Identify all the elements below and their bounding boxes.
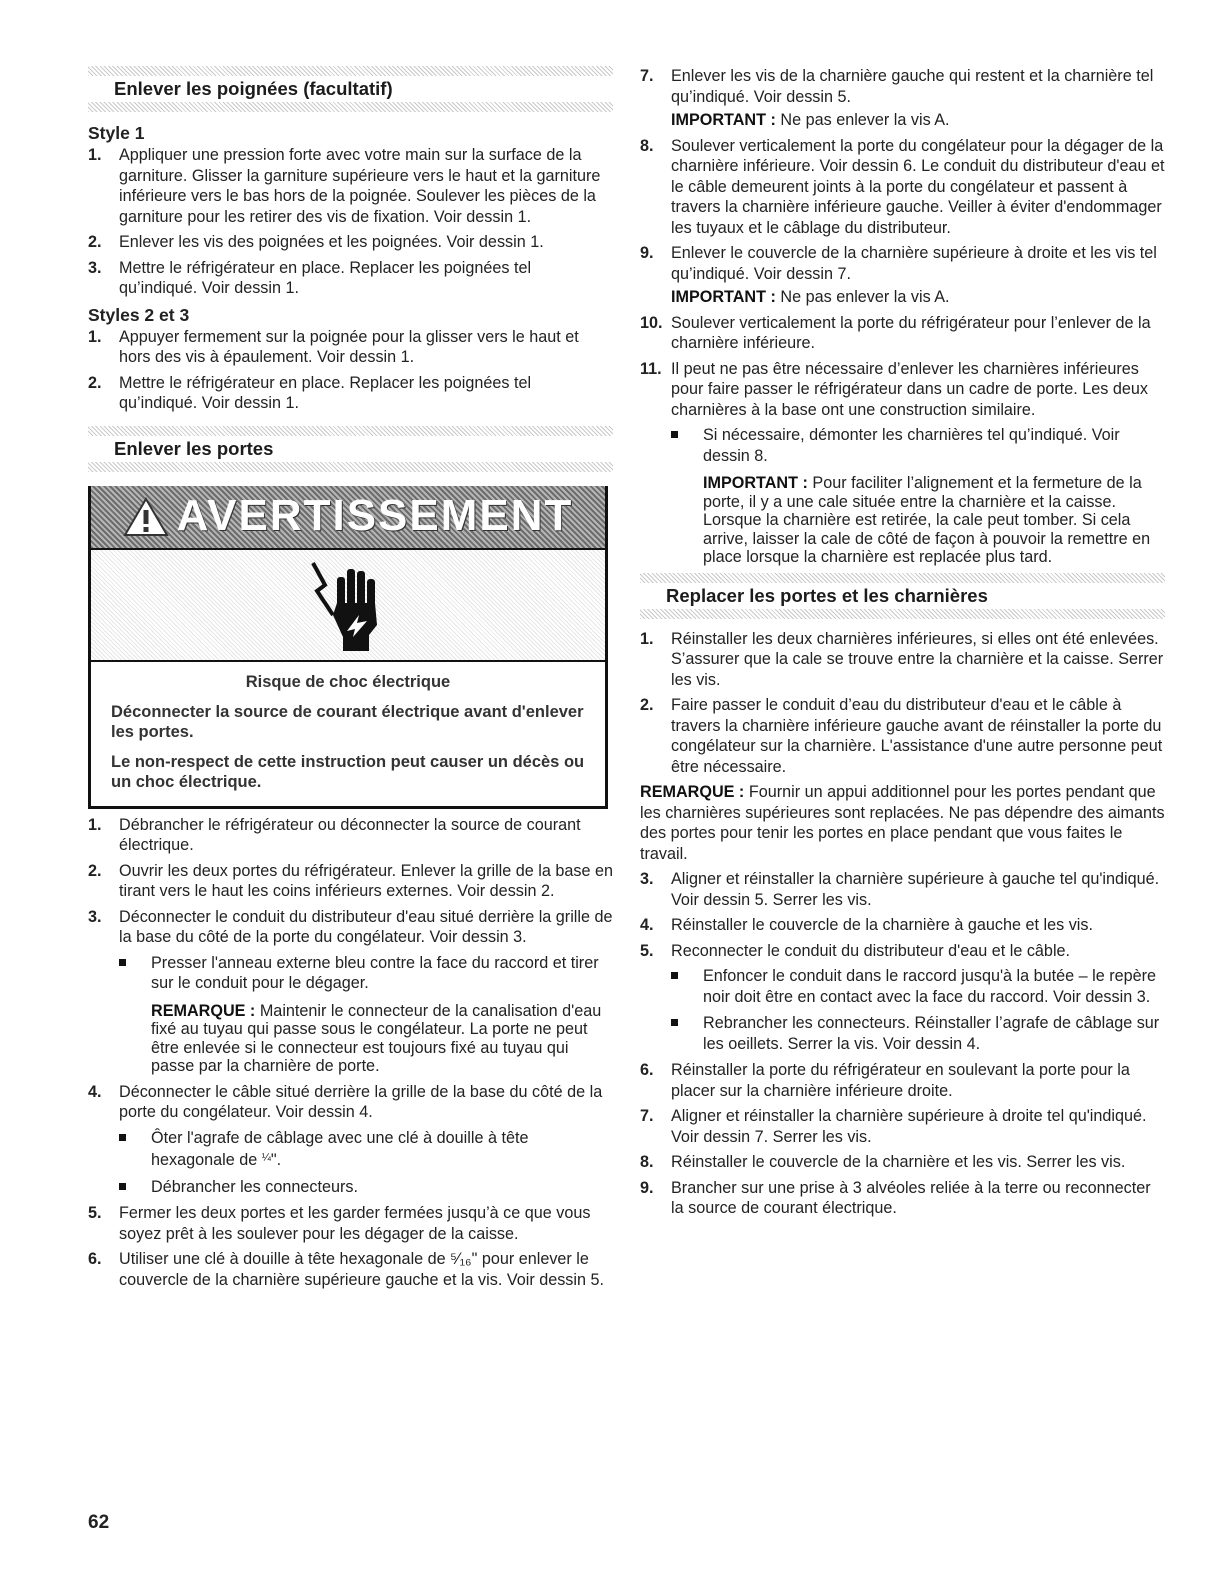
- replace-list: [640, 629, 1165, 778]
- style1-heading: Style 1: [88, 123, 145, 143]
- bullet-item: Rebrancher les connecteurs. Réinstaller l’agrafe de câblage sur les oeillets. Serrer la vis. Voir dessin 4.: [671, 1013, 1165, 1054]
- list-item: 2. Enlever les vis des poignées et les poignées. Voir dessin 1.: [88, 233, 544, 251]
- list-item: 7. Aligner et réinstaller la charnière supérieure à droite tel qu'indiqué. Voir dessin 7. Serrer les vis.: [640, 1107, 1147, 1146]
- warning-box: [88, 486, 608, 809]
- remark-paragraph: REMARQUE : Fournir un appui additionnel pour les portes pendant que les charnières supérieures sont replacées. Ne pas dépendre des aimants des portes pour tenir les portes en place pendant que vous faites le travail.: [640, 783, 1165, 863]
- bullet-square-icon: [671, 972, 678, 979]
- list-item: 1. Appliquer une pression forte avec votre main sur la surface de la garniture. Glisser la garniture supérieure vers le haut et la garniture inférieure vers le bas hors de la poignée. Soulever les pièces de la garniture pour les retirer des vis de fixation. Voir dessin 1.: [88, 146, 601, 226]
- styles23-heading: Styles 2 et 3: [88, 304, 190, 325]
- important-note: IMPORTANT : Ne pas enlever la vis A.: [671, 111, 950, 129]
- warning-instruction: Déconnecter la source de courant électrique avant d'enlever les portes.: [111, 702, 584, 741]
- list-item: 2. Ouvrir les deux portes du réfrigérateur. Enlever la grille de la base en tirant vers le haut les coins inférieurs externes. Voir dessin 2.: [88, 861, 613, 900]
- bullet-square-icon: [671, 431, 678, 438]
- section-title-doors: Enlever les portes: [114, 437, 274, 459]
- bullet-item: Débrancher les connecteurs.: [119, 1177, 613, 1198]
- warning-risk: Risque de choc électrique: [245, 672, 451, 691]
- list-item: 9. Enlever le couvercle de la charnière supérieure à droite et les vis tel qu’indiqué. Voir dessin 7. IMPORTANT : Ne pas enlever la vis A.: [640, 243, 1165, 308]
- styles23-list: [88, 327, 613, 414]
- important-note: IMPORTANT : Pour faciliter l’alignement et la fermeture de la porte, il y a une cale située entre la charnière et la caisse. Lorsque la charnière est retirée, la cale peut tomber. Si cela arrive, laisser la cale de côté de façon à pouvoir la remettre en place lorsque la charnière est replacée plus tard.: [703, 474, 1151, 566]
- style1-list: [88, 145, 613, 299]
- list-item: 5. Fermer les deux portes et les garder fermées jusqu’à ce que vous soyez prêt à les soulever pour les dégager de la caisse.: [88, 1204, 591, 1243]
- list-item: 3. Aligner et réinstaller la charnière supérieure à gauche tel qu'indiqué. Voir dessin 5. Serrer les vis.: [640, 870, 1160, 909]
- divider: [88, 102, 613, 112]
- divider: [640, 573, 1165, 583]
- warning-title: AVERTISSEMENT: [176, 491, 574, 541]
- important-note: IMPORTANT : Ne pas enlever la vis A.: [671, 288, 950, 306]
- list-item: 11. Il peut ne pas être nécessaire d’enlever les charnières inférieures pour faire passer le réfrigérateur dans un cadre de porte. Les deux charnières à la base ont une construction similaire. Si nécessaire, démonter les charnières tel qu’indiqué. Voir dessin 8. IMPORTANT : Pour faciliter l’alignement et la fermeture de la porte, il y a une cale située entre la charnière et la caisse. Lorsque la charnière est retirée, la cale peut tomber. Si cela arrive, laisser la cale de côté de façon à pouvoir la remettre en place lorsque la charnière est replacée plus tard.: [640, 359, 1165, 567]
- list-item: 6. Réinstaller la porte du réfrigérateur en soulevant la porte pour la placer sur la charnière inférieure droite.: [640, 1061, 1130, 1100]
- section-title-replace: Replacer les portes et les charnières: [666, 584, 988, 606]
- list-item: 10. Soulever verticalement la porte du réfrigérateur pour l’enlever de la charnière inférieure.: [640, 313, 1151, 352]
- list-item: 1. Réinstaller les deux charnières inférieures, si elles ont été enlevées. S’assurer que la cale se trouve entre la charnière et la caisse. Serrer les vis.: [640, 629, 1164, 689]
- right-column: [640, 66, 1165, 1224]
- list-item: 6. Utiliser une clé à douille à tête hexagonale de ⁵⁄₁₆" pour enlever le couvercle de la charnière supérieure gauche et la vis. Voir dessin 5.: [88, 1250, 604, 1289]
- list-item: 7. Enlever les vis de la charnière gauche qui restent et la charnière tel qu’indiqué. Voir dessin 5. IMPORTANT : Ne pas enlever la vis A.: [640, 66, 1165, 131]
- list-item: 4. Déconnecter le câble situé derrière la grille de la base du côté de la porte du congélateur. Voir dessin 4. Ôter l'agrafe de câblage avec une clé à douille à tête hexagonale de $^{\frac{1}{4}}$". Débrancher les connecteurs.: [88, 1082, 613, 1198]
- bullet-square-icon: [119, 1183, 126, 1190]
- divider: [640, 609, 1165, 619]
- bullet-item: Enfoncer le conduit dans le raccord jusqu'à la butée – le repère noir doit être en contact avec la face du raccord. Voir dessin 3.: [671, 966, 1165, 1007]
- divider: [88, 66, 613, 76]
- list-item: 9. Brancher sur une prise à 3 alvéoles reliée à la terre ou reconnecter la source de courant électrique.: [640, 1178, 1151, 1217]
- electric-shock-hand-icon: [303, 555, 393, 655]
- note: REMARQUE : Maintenir le connecteur de la canalisation d'eau fixé au tuyau qui passe sous le congélateur. La porte ne peut être enlevée si le connecteur est toujours fixé au tuyau qui passe par la charnière de porte.: [151, 1001, 602, 1075]
- bullet-square-icon: [671, 1019, 678, 1026]
- bullet-item: Presser l'anneau externe bleu contre la face du raccord et tirer sur le conduit pour le dégager. REMARQUE : Maintenir le connecteur de la canalisation d'eau fixé au tuyau qui passe sous le congélateur. La porte ne peut être enlevée si le connecteur est toujours fixé au tuyau qui passe par la charnière de porte.: [119, 953, 613, 1076]
- replace-list-continued: [640, 869, 1165, 1219]
- warning-consequence: Le non-respect de cette instruction peut causer un décès ou un choc électrique.: [111, 752, 585, 791]
- section-title-handles: Enlever les poignées (facultatif): [114, 78, 393, 99]
- page-number: 62: [88, 1512, 110, 1533]
- bullet-square-icon: [119, 1134, 126, 1141]
- list-item: 5. Reconnecter le conduit du distributeur d'eau et le câble. Enfoncer le conduit dans le raccord jusqu'à la butée – le repère noir doit être en contact avec la face du raccord. Voir dessin 3. Rebrancher les connecteurs. Réinstaller l’agrafe de câblage sur les oeillets. Serrer la vis. Voir dessin 4.: [640, 941, 1165, 1055]
- list-item: 2. Mettre le réfrigérateur en place. Replacer les poignées tel qu’indiqué. Voir dessin 1.: [88, 373, 532, 412]
- warning-body: [91, 662, 605, 806]
- list-item: 8. Soulever verticalement la porte du congélateur pour la dégager de la charnière inférieure. Voir dessin 6. Le conduit du distributeur d'eau et le câble demeurent joints à la porte du congélateur et passent à travers la charnière inférieure gauche. Veiller à éviter d'endommager les tuyaux et le câblage du distributeur.: [640, 136, 1165, 237]
- doors-list-continued: [640, 66, 1165, 567]
- left-column: [88, 66, 613, 1295]
- warning-header: [91, 486, 605, 550]
- bullet-item: Ôter l'agrafe de câblage avec une clé à douille à tête hexagonale de $^{\frac{1}{4}}$".: [119, 1128, 613, 1171]
- list-item: 1. Appuyer fermement sur la poignée pour la glisser vers le haut et hors des vis à épaulement. Voir dessin 1.: [88, 327, 579, 366]
- divider: [88, 426, 613, 436]
- list-item: 1. Débrancher le réfrigérateur ou déconnecter la source de courant électrique.: [88, 815, 581, 854]
- bullet-item: Si nécessaire, démonter les charnières tel qu’indiqué. Voir dessin 8. IMPORTANT : Pour faciliter l’alignement et la fermeture de la porte, il y a une cale située entre la charnière et la caisse. Lorsque la charnière est retirée, la cale peut tomber. Si cela arrive, laisser la cale de côté de façon à pouvoir la remettre en place lorsque la charnière est replacée plus tard.: [671, 425, 1165, 567]
- doors-list: [88, 815, 613, 1291]
- list-item: 2. Faire passer le conduit d’eau du distributeur d'eau et le câble à travers la charnière inférieure gauche avant de réinstaller la porte du congélateur sur la charnière. L'assistance d'une autre personne peut être nécessaire.: [640, 696, 1163, 776]
- list-item: 3. Mettre le réfrigérateur en place. Replacer les poignées tel qu’indiqué. Voir dessin 1.: [88, 258, 532, 297]
- warning-triangle-icon: [123, 497, 169, 537]
- list-item: 4. Réinstaller le couvercle de la charnière à gauche et les vis.: [640, 916, 1093, 934]
- list-item: 8. Réinstaller le couvercle de la charnière et les vis. Serrer les vis.: [640, 1153, 1126, 1171]
- bullet-square-icon: [119, 959, 126, 966]
- divider: [88, 462, 613, 472]
- list-item: 3. Déconnecter le conduit du distributeur d'eau situé derrière la grille de la base du côté de la porte du congélateur. Voir dessin 3. Presser l'anneau externe bleu contre la face du raccord et tirer sur le conduit pour le dégager. REMARQUE : Maintenir le connecteur de la canalisation d'eau fixé au tuyau qui passe sous le congélateur. La porte ne peut être enlevée si le connecteur est toujours fixé au tuyau qui passe par la charnière de porte.: [88, 907, 613, 1075]
- warning-graphic: [91, 550, 605, 662]
